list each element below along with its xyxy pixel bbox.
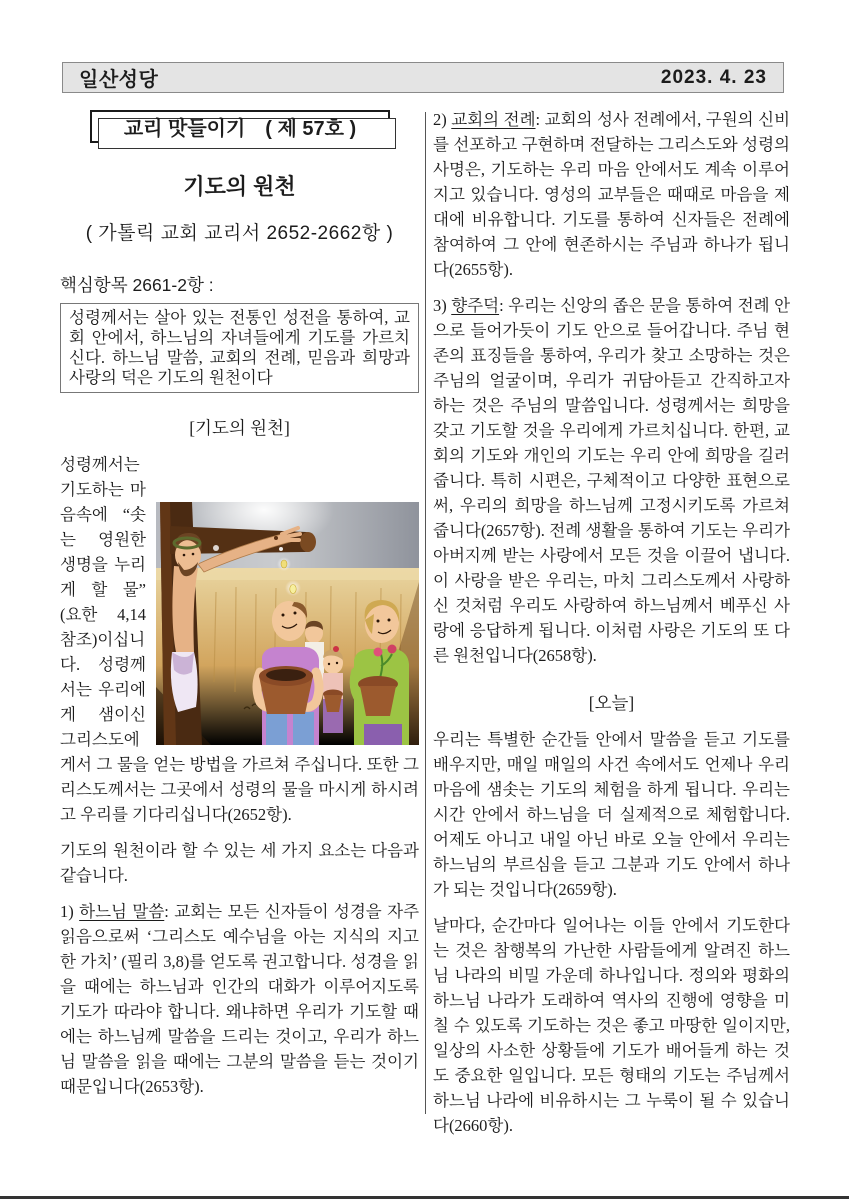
crucifixion-illustration <box>156 502 419 745</box>
column-divider <box>425 112 426 1114</box>
key-item-label: 핵심항목 2661-2항 : <box>60 275 214 295</box>
paragraph-three-elements: 기도의 원천이라 할 수 있는 세 가지 요소는 다음과 같습니다. <box>60 841 419 885</box>
header-bar <box>62 62 784 93</box>
item-number: 3) <box>433 296 452 315</box>
left-column <box>60 158 419 1110</box>
item-text: : 교회의 성사 전례에서, 구원의 신비를 선포하고 구현하며 전달하는 그리스도와 성령의 사명은, 기도하는 우리 마음 안에서도 계속 이루어지고 있습니다. 영성의 교부들은 때때로 마음을 제대에 비유합니다. 기도를 통하여 신자들은 전례에 참여하여 그 안에 현존하시는 주님과 하나가 됩니다(2655항). <box>433 110 791 279</box>
issue-number: ( 제 57호 ) <box>265 118 357 140</box>
paragraph-today-experience: 우리는 특별한 순간들 안에서 말씀을 듣고 기도를 배우지만, 매일 매일의 사건 속에서도 언제나 우리 마음에 샘솟는 기도의 체험을 하게 됩니다. 우리는 시간 안에서 하느님을 더 실제적으로 체험합니다. 어제도 아니고 내일 아닌 바로 오늘 안에서 우리는 하느님의 부르심을 듣고 그분과 기도 안에서 하나가 되는 것입니다(2659항). <box>433 730 790 899</box>
masthead-box <box>90 110 390 143</box>
section-heading-today: [오늘] <box>588 693 635 713</box>
paragraph-text: 성령께서는 기도하는 마음속에 “솟는 영원한 생명을 누리게 할 물” (요한 4,14 참조)이십니다. 성령께서는 우리에게 샘이신 그리스도에게서 그 물을 얻는 방법을 가르쳐 주십니다. 또한 그리스도께서는 그곳에서 성령의 물을 마시게 하시려고 우리를 기다리십니다(2652항). <box>60 455 419 824</box>
item-text: : 우리는 신앙의 좁은 문을 통하여 전례 안으로 들어가듯이 기도 안으로 들어갑니다. 주님 현존의 표징들을 통하여, 우리가 찾고 소망하는 것은 주님의 얼굴이며, 우리가 귀담아듣고 간직하고자 하는 것은 주님의 말씀입니다. 성령께서는 희망을 갖고 기도할 것을 우리에게 가르치십니다. 한편, 교회의 기도와 개인의 기도는 우리 안에 희망을 길러 줍니다. 특히 시편은, 구체적이고 다양한 표현으로써, 우리의 희망을 하느님께 고정시키도록 가르쳐 줍니다(2657항). 전례 생활을 통하여 기도는 우리가 아버지께 받는 사랑에서 모든 것을 이끌어 냅니다. 이 사랑을 받은 우리는, 마치 그리스도께서 사랑하신 것처럼 우리도 사랑하여 하느님께서 베푸신 사랑에 응답하게 됩니다. 이처럼 사랑은 기도의 또 다른 원천입니다(2658항). <box>433 296 791 665</box>
issue-date: 2023. 4. 23 <box>660 66 767 88</box>
term-gods-word: 하느님 말씀 <box>79 902 165 921</box>
church-name: 일산성당 <box>79 69 159 91</box>
article-title: 기도의 원천 <box>183 174 296 199</box>
paragraph-daily-prayer: 날마다, 순간마다 일어나는 이들 안에서 기도한다는 것은 참행복의 가난한 사람들에게 알려진 하느님 나라의 비밀 가운데 하나입니다. 정의와 평화의 하느님 나라가 도래하여 역사의 진행에 영향을 미칠 수 있도록 기도하는 것은 좋고 마땅한 일이지만, 일상의 사소한 상황들에 기도가 배어들게 하는 것도 중요한 일입니다. 모든 형태의 기도는 주님께서 하느님 나라에 비유하시는 그 누룩이 될 수 있습니다(2660항). <box>433 916 790 1135</box>
paragraph-item-gods-word <box>60 899 419 1099</box>
term-church-liturgy: 교회의 전례 <box>451 110 536 129</box>
right-column <box>433 107 790 1149</box>
paragraph-item-theological-virtues <box>433 293 790 668</box>
paragraph-living-water <box>60 452 419 827</box>
item-text: : 교회는 모든 신자들이 성경을 자주 읽음으로써 ‘그리스도 예수님을 아는 지식의 지고한 가치’ (필리 3,8)를 얻도록 권고합니다. 성경을 읽을 때에는 하느님과 인간의 대화가 이루어지도록 기도가 따라야 합니다. 왜냐하면 우리가 기도할 때에는 하느님께 말씀을 드리는 것이고, 우리가 하느님 말씀을 읽을 때에는 그분의 말씀을 듣는 것이기 때문입니다(2653항). <box>60 902 420 1096</box>
article-subtitle: ( 가톨릭 교회 교리서 2652-2662항 ) <box>85 223 394 244</box>
series-title: 교리 맛들이기 <box>123 118 246 140</box>
item-number: 2) <box>433 110 452 129</box>
page-bottom-edge <box>0 1196 849 1199</box>
key-quote-box: 성령께서는 살아 있는 전통인 성전을 통하여, 교회 안에서, 하느님의 자녀들에게 기도를 가르치신다. 하느님 말씀, 교회의 전례, 믿음과 희망과 사랑의 덕은 기도의 원천이다 <box>60 303 419 393</box>
item-number: 1) <box>60 902 80 921</box>
term-theological-virtues: 향주덕 <box>451 296 500 315</box>
paragraph-item-church-liturgy <box>433 107 790 282</box>
section-heading-prayer-source: [기도의 원천] <box>189 418 290 438</box>
girl-child <box>323 646 343 733</box>
